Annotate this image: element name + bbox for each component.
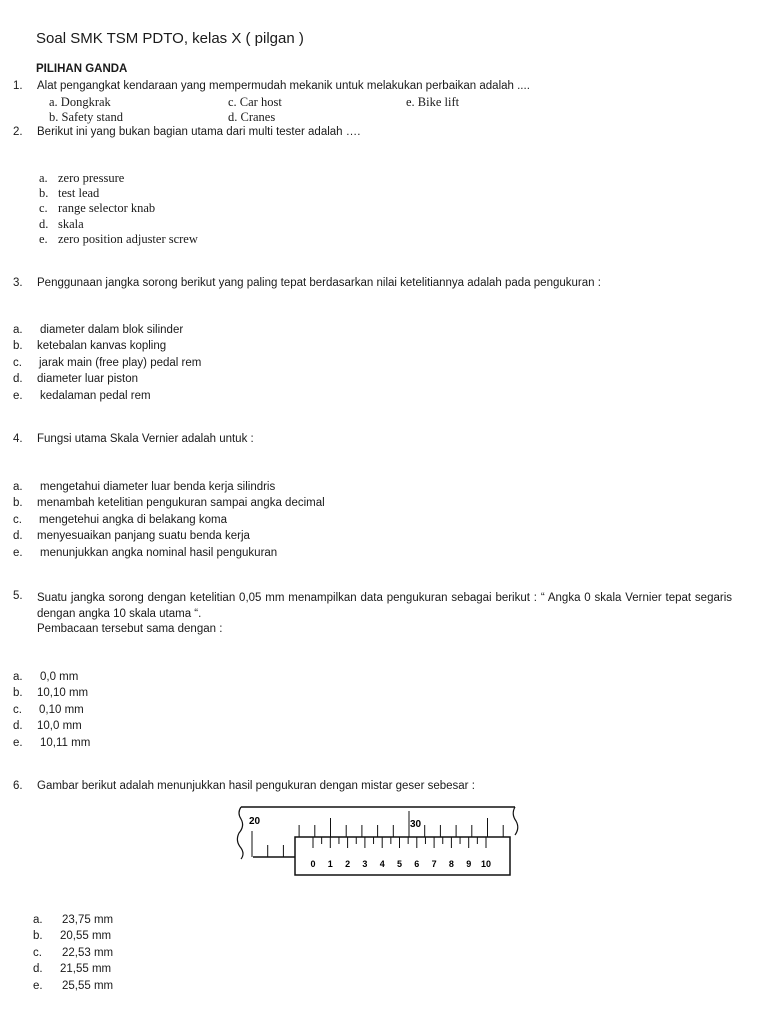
option-letter: a.: [39, 171, 48, 185]
vernier-scale-label: 4: [379, 859, 385, 869]
vernier-scale-label: 0: [310, 859, 316, 869]
option-letter: b.: [39, 186, 49, 201]
option-text: 0,0 mm: [40, 671, 79, 683]
option-letter: d.: [13, 530, 23, 543]
option-text: kedalaman pedal rem: [40, 389, 151, 402]
q4-option-c[interactable]: [13, 512, 325, 528]
option-letter: e.: [13, 389, 23, 402]
option-letter: e.: [13, 736, 23, 749]
q4-option-b[interactable]: [13, 495, 325, 511]
q5-option-b[interactable]: [13, 685, 90, 701]
q1-option-e[interactable]: e. Bike lift: [406, 95, 460, 109]
question-number: 5.: [13, 590, 23, 602]
question-number: 2.: [13, 126, 23, 138]
option-text: 0,10 mm: [39, 703, 84, 716]
q2-option-a[interactable]: [39, 171, 198, 186]
option-text: zero position adjuster screw: [58, 231, 198, 246]
question-text: Gambar berikut adalah menunjukkan hasil pengukuran dengan mistar geser sebesar :: [37, 780, 475, 792]
q6-option-b[interactable]: [33, 928, 113, 944]
option-letter: d.: [33, 963, 43, 976]
section-heading: PILIHAN GANDA: [36, 63, 128, 75]
question-text: Alat pengangkat kendaraan yang mempermudah mekanik untuk melakukan perbaikan adalah ....: [37, 80, 530, 92]
option-text: diameter dalam blok silinder: [40, 324, 184, 336]
document-title: Soal SMK TSM PDTO, kelas X ( pilgan ): [36, 30, 304, 47]
q6-option-e[interactable]: [33, 978, 113, 994]
option-text: zero pressure: [58, 171, 125, 185]
q3-option-c[interactable]: [13, 355, 201, 371]
question-text: Suatu jangka sorong dengan ketelitian 0,05 mm menampilkan data pengukuran sebagai berikut : “ Angka 0 skala Vernier tepat segaris dengan angka 10 skala utama “.: [37, 592, 732, 620]
vernier-scale-label: 3: [362, 859, 368, 869]
option-letter: b.: [13, 340, 23, 353]
option-letter: c.: [39, 201, 48, 216]
option-text: skala: [58, 216, 84, 231]
vernier-scale-label: 2: [345, 859, 351, 869]
option-text: menambah ketelitian pengukuran sampai angka decimal: [37, 497, 325, 510]
q3-option-d[interactable]: [13, 371, 201, 387]
option-letter: b.: [33, 930, 43, 943]
option-text: menunjukkan angka nominal hasil pengukuran: [40, 546, 278, 559]
option-text: menyesuaikan panjang suatu benda kerja: [37, 530, 250, 543]
q5-options: [13, 669, 90, 751]
q1-option-c[interactable]: c. Car host: [228, 95, 282, 109]
option-letter: d.: [13, 373, 23, 386]
question-number: 1.: [13, 80, 23, 92]
q4-options: [13, 479, 325, 561]
q5-option-e[interactable]: [13, 735, 90, 751]
q2-option-b[interactable]: [39, 186, 198, 201]
q2-option-c[interactable]: [39, 201, 198, 216]
question-5-prompt: Pembacaan tersebut sama dengan :: [37, 623, 223, 635]
question-number: 6.: [13, 780, 23, 792]
option-text: mengetahui diameter luar benda kerja silindris: [40, 481, 276, 493]
option-text: ketebalan kanvas kopling: [37, 340, 167, 353]
option-letter: b.: [13, 687, 23, 700]
option-letter: c.: [33, 946, 42, 959]
question-text: Fungsi utama Skala Vernier adalah untuk :: [37, 433, 254, 445]
q4-option-a[interactable]: [13, 479, 325, 495]
q6-option-c[interactable]: [33, 945, 113, 961]
vernier-scale-label: 10: [480, 859, 492, 869]
option-letter: d.: [13, 720, 23, 733]
q1-option-d[interactable]: d. Cranes: [228, 110, 276, 124]
vernier-scale-label: 9: [466, 859, 472, 869]
option-letter: a.: [13, 324, 23, 336]
option-text: 22,53 mm: [62, 946, 114, 959]
vernier-scale-label: 8: [448, 859, 454, 869]
vernier-scale-label: 6: [414, 859, 420, 869]
option-text: 20,55 mm: [60, 930, 112, 943]
q4-option-d[interactable]: [13, 528, 325, 544]
q1-option-b[interactable]: b. Safety stand: [49, 110, 123, 124]
option-text: 10,10 mm: [37, 687, 89, 700]
option-text: diameter luar piston: [37, 373, 138, 386]
option-text: 25,55 mm: [62, 979, 114, 992]
q6-option-a[interactable]: [33, 912, 113, 928]
vernier-scale-label: 7: [431, 859, 437, 869]
option-text: range selector knab: [58, 201, 156, 216]
question-2: [0, 126, 768, 142]
break-line-right: [513, 807, 518, 835]
question-1: [0, 80, 768, 96]
q5-option-c[interactable]: [13, 702, 90, 718]
q3-option-e[interactable]: [13, 388, 201, 404]
question-number: 3.: [13, 277, 23, 289]
vernier-scale-label: 5: [396, 859, 403, 869]
option-text: jarak main (free play) pedal rem: [39, 356, 202, 369]
main-scale-label-20: 20: [249, 816, 261, 827]
q3-option-b[interactable]: [13, 338, 201, 354]
q3-option-a[interactable]: [13, 322, 201, 338]
q2-option-d[interactable]: [39, 217, 198, 232]
q2-option-e[interactable]: [39, 232, 198, 247]
option-letter: e.: [33, 979, 43, 992]
break-line-left: [237, 807, 243, 859]
main-scale-label-30: 30: [410, 819, 422, 830]
option-letter: a.: [13, 671, 23, 683]
question-3: [0, 277, 768, 293]
question-text: Penggunaan jangka sorong berikut yang paling tepat berdasarkan nilai ketelitiannya adalah pada pengukuran :: [37, 277, 601, 289]
option-text: 21,55 mm: [60, 963, 112, 976]
option-letter: c.: [13, 356, 22, 369]
option-letter: c.: [13, 703, 22, 716]
question-number: 4.: [13, 433, 23, 445]
option-text: test lead: [58, 186, 100, 201]
q6-options: [33, 912, 113, 994]
q6-option-d[interactable]: [33, 961, 113, 977]
option-letter: a.: [13, 481, 23, 493]
vernier-caliper-figure: [233, 804, 523, 878]
q5-option-a[interactable]: [13, 669, 90, 685]
q2-options: [39, 171, 198, 247]
question-text: Berikut ini yang bukan bagian utama dari multi tester adalah ….: [37, 126, 361, 138]
vernier-scale-label: 1: [327, 859, 333, 869]
option-text: 10,0 mm: [37, 720, 82, 733]
option-text: 23,75 mm: [62, 914, 114, 926]
option-letter: b.: [13, 497, 23, 510]
q1-option-a[interactable]: a. Dongkrak: [49, 95, 111, 109]
option-letter: e.: [13, 546, 23, 559]
option-text: mengetehui angka di belakang koma: [39, 513, 227, 526]
option-letter: d.: [39, 216, 49, 231]
option-letter: c.: [13, 513, 22, 526]
option-letter: e.: [39, 231, 48, 246]
q5-option-d[interactable]: [13, 718, 90, 734]
q4-option-e[interactable]: [13, 545, 325, 561]
q3-options: [13, 322, 201, 404]
option-text: 10,11 mm: [40, 736, 91, 749]
question-6: [0, 780, 768, 796]
question-4: [0, 433, 768, 449]
option-letter: a.: [33, 914, 43, 926]
